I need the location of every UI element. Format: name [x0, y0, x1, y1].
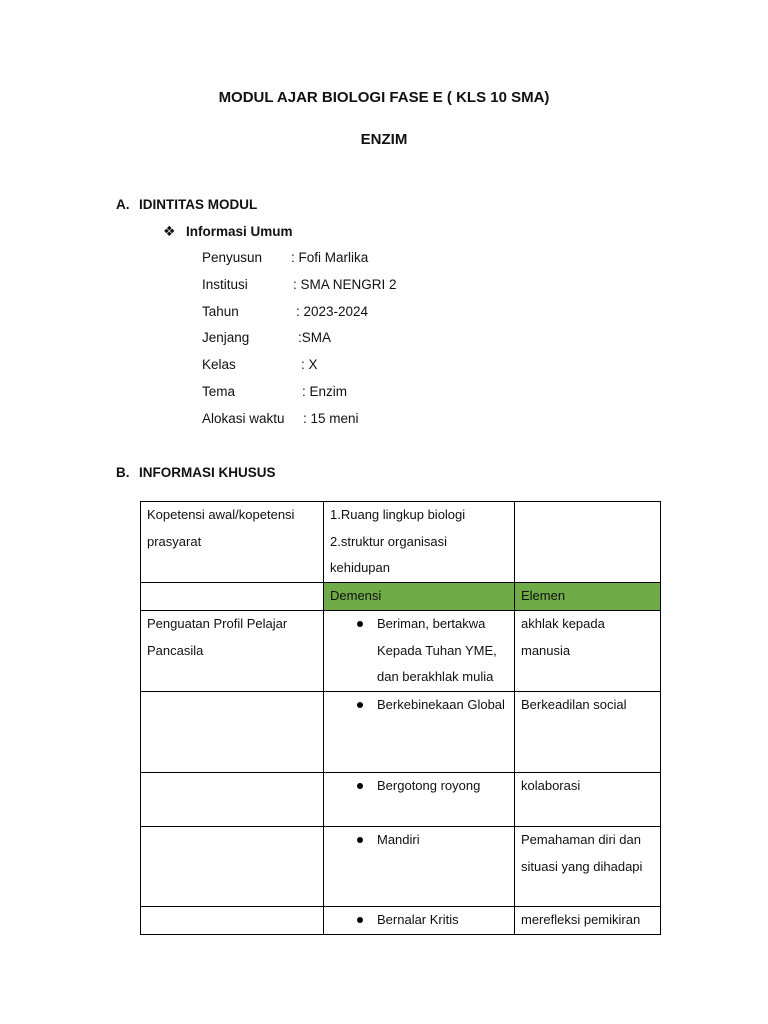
table-row [141, 691, 661, 772]
info-row-institusi [202, 277, 397, 292]
dimensi-text: Bergotong royong [377, 777, 481, 793]
dimensi-text: Berkebinekaan Global [377, 696, 505, 712]
section-a-title: IDINTITAS MODUL [139, 197, 258, 212]
informasi-umum-title: Informasi Umum [186, 224, 293, 239]
kompetensi-line-1: 1.Ruang lingkup biologi [330, 507, 466, 522]
info-value: : X [301, 357, 318, 372]
bullet-icon [357, 702, 363, 708]
info-key: Tahun [202, 304, 239, 319]
section-b-title: INFORMASI KHUSUS [139, 465, 276, 480]
document-subtitle: ENZIM [360, 131, 408, 148]
elemen-cell: akhlak kepada manusia [515, 610, 661, 691]
dimensi-text: Beriman, bertakwa Kepada Tuhan YME, dan berakhlak mulia [377, 615, 497, 685]
info-key: Institusi [202, 277, 248, 292]
informasi-khusus-table [140, 501, 661, 935]
bullet-icon [357, 917, 363, 923]
section-b-label: B. [116, 465, 130, 480]
dimensi-cell [324, 826, 515, 906]
elemen-cell: kolaborasi [515, 772, 661, 826]
section-a-label: A. [116, 197, 130, 212]
empty-cell [141, 826, 324, 906]
elemen-cell: merefleksi pemikiran [515, 906, 661, 934]
info-value: : Fofi Marlika [291, 250, 369, 265]
kompetensi-line-2: 2.struktur organisasi kehidupan [330, 533, 448, 576]
info-key: Penyusun [202, 250, 263, 265]
header-elemen: Elemen [515, 583, 661, 611]
diamond-bullet-icon: ❖ [163, 223, 176, 239]
header-empty-cell [141, 583, 324, 611]
info-value: :SMA [298, 330, 332, 345]
empty-cell [141, 772, 324, 826]
header-dimensi: Demensi [324, 583, 515, 611]
table-row [141, 906, 661, 934]
kompetensi-empty-cell [515, 502, 661, 583]
table-row [141, 772, 661, 826]
info-row-tahun [202, 304, 368, 319]
dimensi-cell [324, 610, 515, 691]
document-title: MODUL AJAR BIOLOGI FASE E ( KLS 10 SMA) [218, 89, 550, 106]
empty-cell [141, 906, 324, 934]
info-row-tema [202, 384, 347, 399]
elemen-cell: Berkeadilan social [515, 691, 661, 772]
info-key: Alokasi waktu [202, 411, 285, 426]
dimensi-cell [324, 906, 515, 934]
section-a-heading [116, 197, 257, 212]
table-header-row [141, 583, 661, 611]
dimensi-text: Mandiri [377, 831, 420, 847]
empty-cell [141, 691, 324, 772]
info-row-penyusun [202, 250, 368, 265]
info-key: Kelas [202, 357, 236, 372]
kompetensi-label-cell: Kopetensi awal/kopetensi prasyarat [141, 502, 324, 583]
informasi-umum-heading [163, 223, 293, 240]
info-row-alokasi-waktu [202, 411, 359, 426]
info-key: Tema [202, 384, 236, 399]
info-row-jenjang [202, 330, 331, 345]
elemen-cell: Pemahaman diri dan situasi yang dihadapi [515, 826, 661, 906]
info-value: : SMA NENGRI 2 [293, 277, 397, 292]
info-row-kelas [202, 357, 318, 372]
table-row [141, 826, 661, 906]
dimensi-cell [324, 691, 515, 772]
bullet-icon [357, 783, 363, 789]
table-row [141, 610, 661, 691]
info-value: : 2023-2024 [296, 304, 369, 319]
bullet-icon [357, 837, 363, 843]
info-value: : Enzim [302, 384, 348, 399]
table-row-kompetensi [141, 502, 661, 583]
bullet-icon [357, 621, 363, 627]
dimensi-cell [324, 772, 515, 826]
info-value: : 15 meni [303, 411, 359, 426]
section-b-heading [116, 465, 276, 480]
info-key: Jenjang [202, 330, 250, 345]
kompetensi-value-cell [324, 502, 515, 583]
profil-label-cell: Penguatan Profil Pelajar Pancasila [141, 610, 324, 691]
dimensi-text: Bernalar Kritis [377, 911, 459, 927]
